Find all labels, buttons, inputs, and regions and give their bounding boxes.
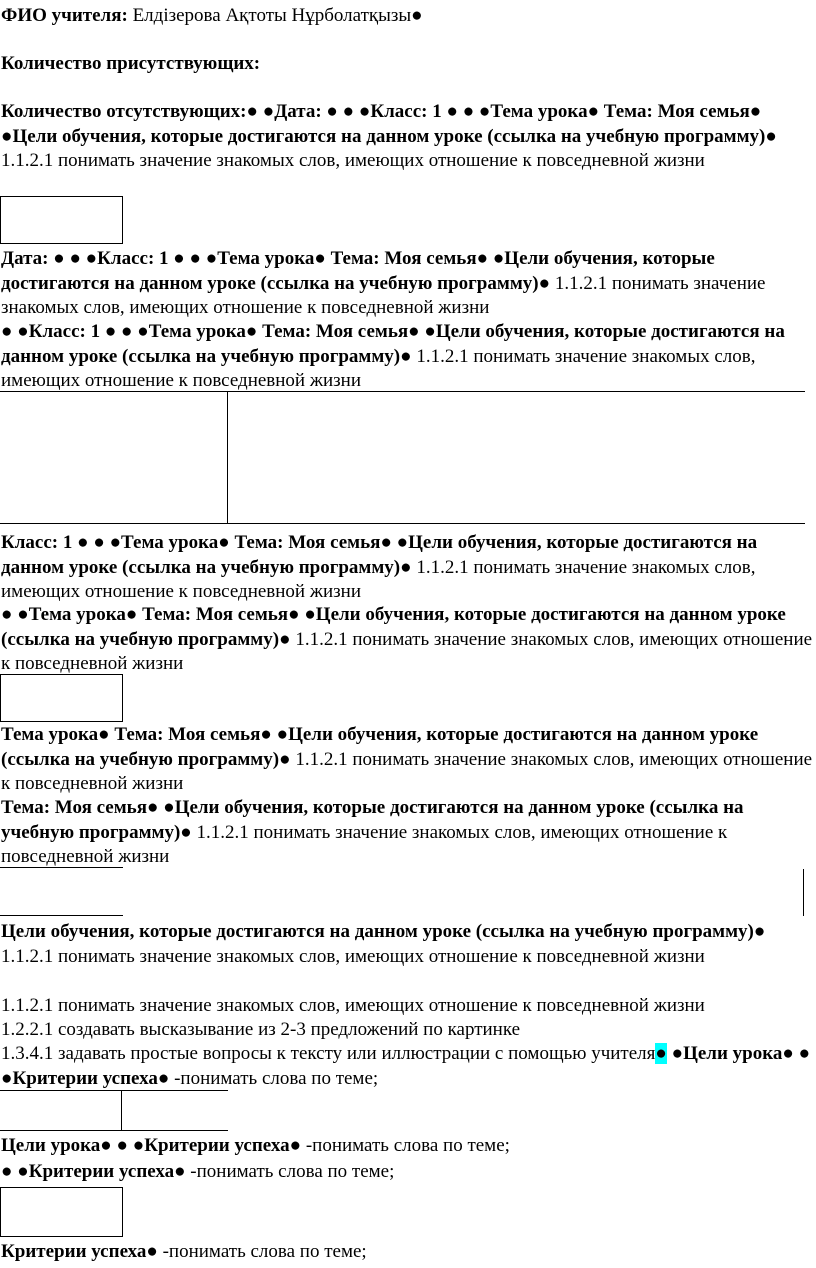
right-edge-line: [803, 869, 804, 916]
criteria-dots-block: [1, 1160, 813, 1185]
short-line: [0, 867, 123, 868]
class-dots-block: [1, 320, 813, 394]
topic-dots-heading: ● ●Тема урока● Тема: Моя семья● ●Цели обучения, которые достигаются на данном уроке (ссылка на учебную программу)●: [1, 604, 786, 650]
objective-2: 1.2.2.1 создавать высказывание из 2-3 предложений по картинке: [1, 1019, 521, 1040]
present-count-label: Количество присутствующих:: [1, 53, 261, 74]
criteria-value: -понимать слова по теме;: [185, 1161, 395, 1182]
short-line: [0, 915, 123, 916]
date-heading: Дата: ● ● ●Класс: 1 ● ● ●Тема урока● Тема: Моя семья● ●Цели обучения, которые достигаются на данном уроке (ссылка на учебную программу)●: [1, 248, 715, 294]
highlight-marker: ●: [655, 1043, 667, 1064]
empty-cell: [0, 674, 123, 722]
theme-block: [1, 796, 813, 870]
topic-heading: Тема урока● Тема: Моя семья● ●Цели обучения, которые достигаются на данном уроке (ссылка на учебную программу)●: [1, 724, 759, 770]
absent-block: [1, 100, 813, 174]
lesson-goals-block: [1, 1134, 813, 1159]
class-heading: Класс: 1 ● ● ●Тема урока● Тема: Моя семья● ●Цели обучения, которые достигаются на данном уроке (ссылка на учебную программу)●: [1, 532, 758, 578]
goals-heading: Цели обучения, которые достигаются на данном уроке (ссылка на учебную программу)●: [1, 921, 766, 942]
table-top-line: [0, 391, 805, 392]
objective-3: 1.3.4.1 задавать простые вопросы к тексту или иллюстрации с помощью учителя: [1, 1043, 656, 1064]
criteria-block: [1, 1240, 813, 1265]
objective-text: 1.1.2.1 понимать значение знакомых слов, имеющих отношение к повседневной жизни: [1, 821, 728, 867]
teacher-label: ФИО учителя:: [1, 5, 128, 26]
teacher-name: Елдізерова Ақтоты Нұрболатқызы●: [132, 5, 423, 26]
theme-heading: Тема: Моя семья● ●Цели обучения, которые достигаются на данном уроке (ссылка на учебную программу)●: [1, 797, 744, 843]
absent-label: Количество отсутствующих:●: [1, 101, 258, 122]
objective-text: 1.1.2.1 понимать значение знакомых слов, имеющих отношение к повседневной жизни: [1, 748, 813, 794]
criteria-value: -понимать слова по теме;: [301, 1135, 510, 1156]
empty-cell: [0, 196, 123, 244]
table-divider: [227, 391, 228, 523]
criteria-dots-heading: ● ●Критерии успеха●: [1, 1161, 186, 1182]
class-block: [1, 531, 813, 605]
teacher-line: [1, 4, 813, 29]
absent-tail: ●Дата: ● ● ●Класс: 1 ● ● ●Тема урока● Тема: Моя семья● ●Цели обучения, которые достигаются на данном уроке (ссылка на учебную программу)●: [1, 101, 777, 147]
class-dots-heading: ● ●Класс: 1 ● ● ●Тема урока● Тема: Моя семья● ●Цели обучения, которые достигаются на данном уроке (ссылка на учебную программу)●: [1, 321, 785, 367]
date-block: [1, 247, 813, 321]
after-highlight: ●Цели урока● ● ●Критерии успеха●: [1, 1043, 811, 1089]
objective-text: 1.1.2.1 понимать значение знакомых слов, имеющих отношение к повседневной жизни: [1, 345, 756, 391]
criteria-value: -понимать слова по теме;: [157, 1241, 367, 1262]
table-line: [0, 1130, 228, 1131]
empty-cell: [0, 1187, 123, 1237]
goals-block: [1, 920, 813, 969]
lesson-goals-heading: Цели урока● ● ●Критерии успеха●: [1, 1135, 302, 1156]
criteria-value: -понимать слова по теме;: [169, 1067, 379, 1089]
objective-text: 1.1.2.1 понимать значение знакомых слов, имеющих отношение к повседневной жизни: [1, 556, 756, 602]
criteria-heading: Критерии успеха●: [1, 1241, 158, 1262]
topic-dots-block: [1, 603, 813, 677]
table-divider: [121, 1090, 122, 1130]
objective-1: 1.1.2.1 понимать значение знакомых слов, имеющих отношение к повседневной жизни: [1, 995, 705, 1016]
table-line: [0, 1090, 228, 1091]
objective-text: 1.1.2.1 понимать значение знакомых слов, имеющих отношение к повседневной жизни: [1, 945, 705, 967]
objective-text: 1.1.2.1 понимать значение знакомых слов, имеющих отношение к повседневной жизни: [1, 272, 766, 318]
objective-3-block: [1, 1042, 813, 1091]
table-bottom-line: [0, 523, 805, 524]
topic-block: [1, 723, 813, 797]
objective-text: 1.1.2.1 понимать значение знакомых слов, имеющих отношение к повседневной жизни: [1, 628, 813, 674]
objective-text: 1.1.2.1 понимать значение знакомых слов, имеющих отношение к повседневной жизни: [1, 150, 705, 171]
